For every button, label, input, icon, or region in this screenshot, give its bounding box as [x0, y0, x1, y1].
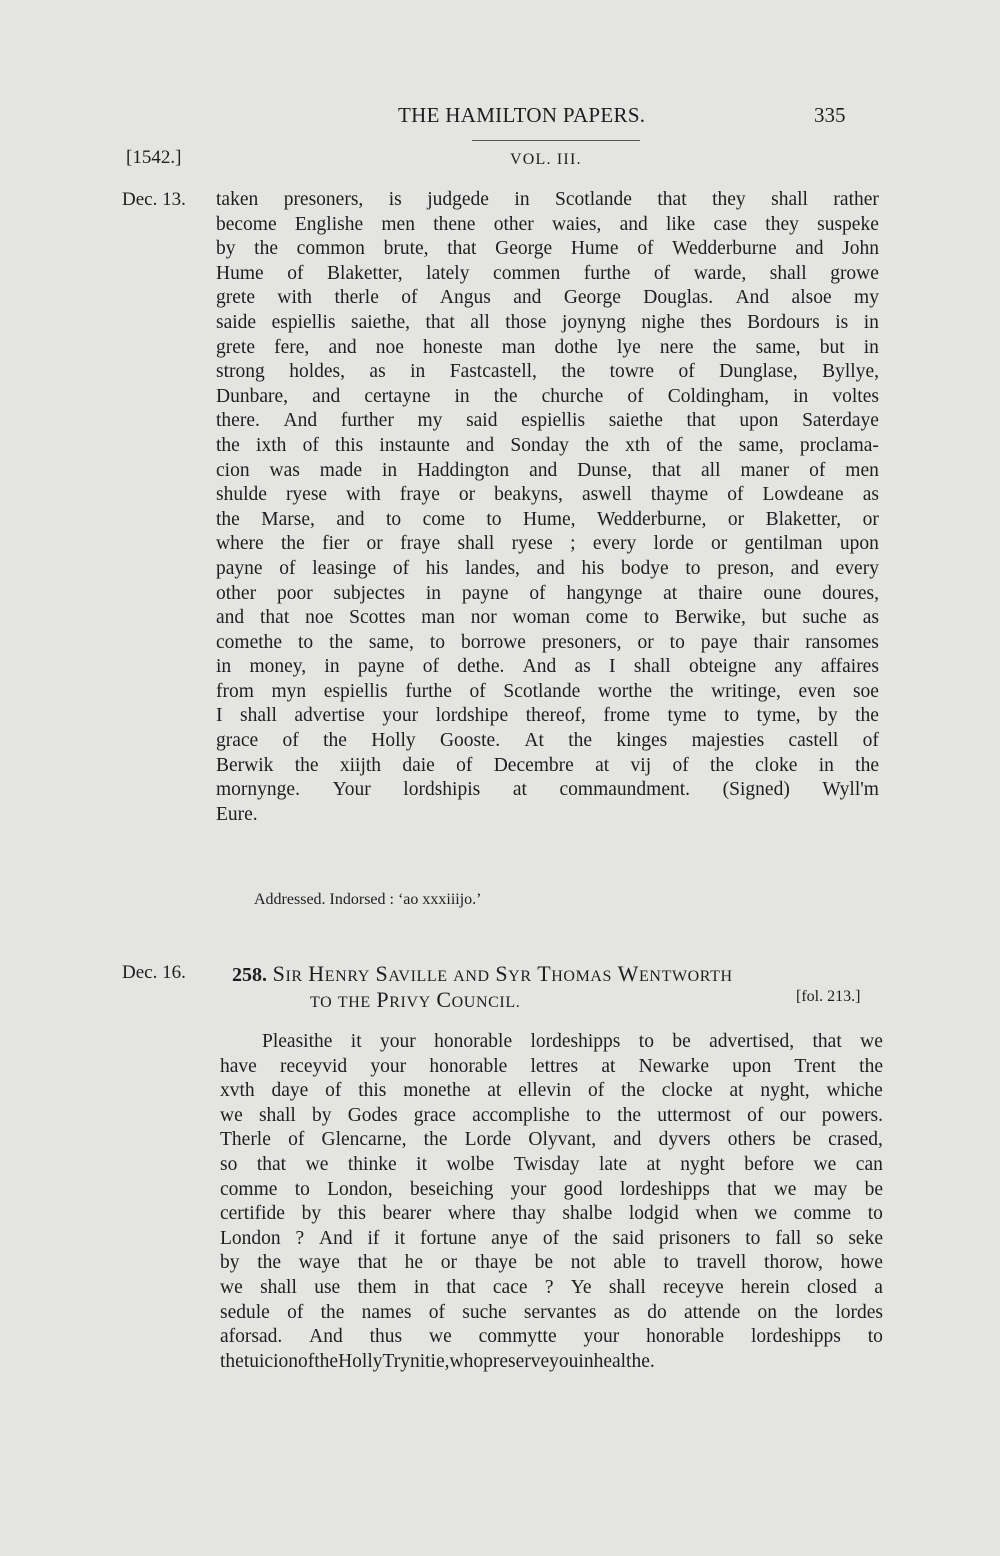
text-line: comethe to the same, to borrowe presoners, or to paye thair ransomes	[216, 631, 879, 653]
text-line: by the waye that he or thaye be not able to travell thorow, howe	[220, 1252, 883, 1274]
endorsement-note: Addressed. Indorsed : ‘ao xxxiiijo.’	[254, 891, 482, 908]
text-line: we shall use them in that cace ? Ye shall receyve herein closed a	[220, 1276, 883, 1298]
text-line: grete fere, and noe honeste man dothe lye nere the same, but in	[216, 336, 879, 358]
text-line: where the fier or fraye shall ryese ; every lorde or gentilman upon	[216, 533, 879, 555]
year-bracket: [1542.]	[126, 147, 182, 168]
letter-number: 258.	[232, 964, 267, 986]
running-header-title: THE HAMILTON PAPERS.	[398, 103, 646, 127]
text-line: the tuicion of the Holly Trynitie, who preserve you in healthe.	[220, 1350, 655, 1372]
text-line: so that we thinke it wolbe Twisday late at nyght before we can	[220, 1153, 883, 1175]
text-line: there. And further my said espiellis saiethe that upon Saterdaye	[216, 410, 879, 432]
text-line: other poor subjectes in payne of hangynge at thaire oune doures,	[216, 582, 879, 604]
letter-heading-line-1	[232, 961, 733, 987]
text-line: certifide by this bearer where thay shalbe lodgid when we comme to	[220, 1203, 883, 1225]
letter-heading-line-2	[310, 987, 520, 1013]
folio-reference: [fol. 213.]	[796, 988, 861, 1005]
entry-date-dec-13: Dec. 13.	[122, 189, 186, 210]
text-line: mornynge. Your lordshipis at commaundment. (Signed) Wyll'm	[216, 779, 879, 801]
text-line: Berwik the xiijth daie of Decembre at vij of the cloke in the	[216, 754, 879, 776]
text-line: comme to London, beseiching your good lordeshipps that we may be	[220, 1178, 883, 1200]
text-line: taken presoners, is judgede in Scotlande that they shall rather	[216, 189, 879, 210]
text-line: have receyvid your honorable lettres at Newarke upon Trent the	[220, 1055, 883, 1077]
text-line: xvth daye of this monethe at ellevin of the clocke at nyght, whiche	[220, 1080, 883, 1102]
entry-1-body	[216, 188, 879, 827]
text-line: shulde ryese with fraye or beakyns, aswell thayme of Lowdeane as	[216, 484, 879, 506]
text-line: strong holdes, as in Fastcastell, the towre of Dunglase, Byllye,	[216, 361, 879, 383]
text-line: in money, in payne of dethe. And as I shall obteigne any affaires	[216, 656, 879, 678]
text-line: the Marse, and to come to Hume, Wedderburne, or Blaketter, or	[216, 508, 879, 530]
letter-heading-text-2: TO THE PRIVY COUNCIL.	[310, 987, 521, 1012]
text-line: saide espiellis saiethe, that all those joynyng nighe thes Bordours is in	[216, 311, 879, 333]
text-line: Dunbare, and certayne in the churche of Coldingham, in voltes	[216, 385, 879, 407]
volume-label: VOL. III.	[510, 151, 582, 168]
text-line: from myn espiellis furthe of Scotlande worthe the writinge, even soe	[216, 680, 879, 702]
text-line: Hume of Blaketter, lately commen furthe of warde, shall growe	[216, 262, 879, 284]
text-line: Therle of Glencarne, the Lorde Olyvant, and dyvers others be crased,	[220, 1129, 883, 1151]
text-line: grace of the Holly Gooste. At the kinges majesties castell of	[216, 730, 879, 752]
text-line: cion was made in Haddington and Dunse, that all maner of men	[216, 459, 879, 481]
text-line: by the common brute, that George Hume of Wedderburne and John	[216, 238, 879, 260]
entry-date-dec-16: Dec. 16.	[122, 962, 186, 983]
header-rule	[472, 140, 640, 141]
text-line: we shall by Godes grace accomplishe to the uttermost of our powers.	[220, 1104, 883, 1126]
text-line: Pleasithe it your honorable lordeshipps to be advertised, that we	[262, 1031, 883, 1052]
text-line: and that noe Scottes man nor woman come to Berwike, but suche as	[216, 607, 879, 629]
text-line: payne of leasinge of his landes, and his bodye to preson, and every	[216, 557, 879, 579]
letter-heading-text-1: SIR HENRY SAVILLE AND SYR THOMAS WENTWORTH	[272, 961, 733, 986]
page-number: 335	[814, 103, 846, 127]
text-line: the ixth of this instaunte and Sonday the xth of the same, proclama-	[216, 434, 879, 456]
entry-2-body	[220, 1030, 883, 1374]
text-line: Eure.	[216, 803, 258, 825]
text-line: become Englishe men thene other waies, and like case they suspeke	[216, 213, 879, 235]
text-line: London ? And if it fortune anye of the said prisoners to fall so seke	[220, 1227, 883, 1249]
text-line: I shall advertise your lordshipe thereof, frome tyme to tyme, by the	[216, 705, 879, 727]
text-line: grete with therle of Angus and George Douglas. And alsoe my	[216, 287, 879, 309]
text-line: sedule of the names of suche servantes as do attende on the lordes	[220, 1301, 883, 1323]
text-line: aforsad. And thus we commytte your honorable lordeshipps to	[220, 1326, 883, 1348]
